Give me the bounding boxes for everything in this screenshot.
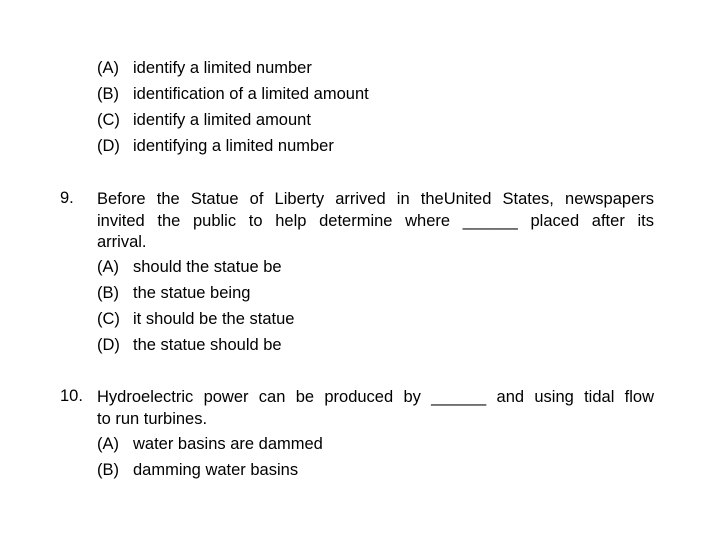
option-letter: (A) [97,258,119,276]
stem-line: Hydroelectric power can be produced by ______ and using tidal flow [97,388,654,406]
stem-line: to run turbines. [97,409,208,428]
stem-line: invited the public to help determine where ______ placed after its [97,211,654,230]
stem-line: arrival. [97,233,147,251]
question-number: 10. [60,387,83,405]
option-text: identification of a limited amount [133,85,369,103]
option-text: the statue being [133,284,251,302]
option-text: identifying a limited number [133,137,334,155]
option-text: identify a limited amount [133,111,311,129]
option-letter: (A) [97,59,119,77]
option-letter: (A) [97,435,119,453]
option-letter: (B) [97,284,119,302]
option-letter: (D) [97,137,120,155]
question-stem [97,387,654,430]
option-text: the statue should be [133,336,282,354]
option-letter: (B) [97,461,119,479]
option-text: damming water basins [133,461,299,479]
option-text: identify a limited number [133,59,312,77]
option-letter: (D) [97,336,120,354]
stem-line: Before the Statue of Liberty arrived in theUnited States, newspapers [97,190,654,208]
option-text: it should be the statue [133,310,295,328]
question-number: 9. [60,189,74,207]
option-text: water basins are dammed [133,435,323,453]
question-stem [97,189,654,254]
option-letter: (B) [97,85,119,103]
option-letter: (C) [97,310,120,328]
option-letter: (C) [97,111,120,129]
option-text: should the statue be [133,258,282,276]
